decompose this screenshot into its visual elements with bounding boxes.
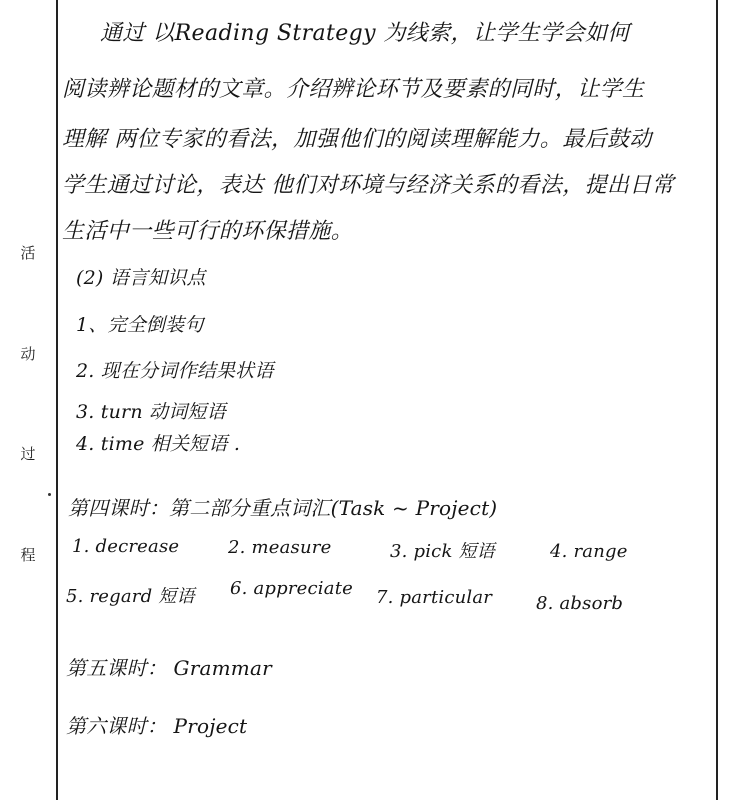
ink-dot bbox=[48, 493, 51, 496]
side-label-char: 过 bbox=[20, 445, 36, 463]
side-label-char: 程 bbox=[20, 546, 36, 564]
vocab-item: 1. decrease bbox=[72, 536, 180, 557]
lesson6-heading: 第六课时： Project bbox=[66, 714, 248, 738]
lesson5-heading: 第五课时： Grammar bbox=[66, 656, 272, 680]
side-label-char: 动 bbox=[20, 345, 36, 363]
paragraph-line: 通过 以Reading Strategy 为线索，让学生学会如何 bbox=[100, 21, 630, 46]
knowledge-item: 2. 现在分词作结果状语 bbox=[76, 360, 274, 382]
knowledge-item: 4. time 相关短语 . bbox=[76, 433, 241, 455]
knowledge-item: 1、完全倒装句 bbox=[76, 314, 204, 336]
vocab-item: 5. regard 短语 bbox=[66, 586, 195, 607]
vocab-item: 6. appreciate bbox=[230, 578, 353, 599]
right-border-line bbox=[716, 0, 718, 800]
paragraph-line: 学生通过讨论，表达 他们对环境与经济关系的看法，提出日常 bbox=[62, 173, 675, 198]
paragraph-line: 阅读辨论题材的文章。介绍辨论环节及要素的同时，让学生 bbox=[62, 77, 645, 102]
paragraph-line: 生活中一些可行的环保措施。 bbox=[62, 219, 354, 244]
vocab-item: 8. absorb bbox=[536, 593, 624, 614]
paragraph-line: 理解 两位专家的看法，加强他们的阅读理解能力。最后鼓动 bbox=[62, 127, 652, 152]
knowledge-item: 3. turn 动词短语 bbox=[76, 401, 226, 423]
vocab-item: 7. particular bbox=[376, 587, 493, 608]
vocab-item: 3. pick 短语 bbox=[390, 541, 495, 562]
vocab-item: 2. measure bbox=[228, 537, 332, 558]
side-label-char: 活 bbox=[20, 244, 36, 262]
knowledge-heading: (2) 语言知识点 bbox=[76, 267, 206, 289]
lesson4-heading: 第四课时：第二部分重点词汇(Task ~ Project) bbox=[68, 496, 498, 520]
left-border-line bbox=[56, 0, 58, 800]
vocab-item: 4. range bbox=[550, 541, 628, 562]
